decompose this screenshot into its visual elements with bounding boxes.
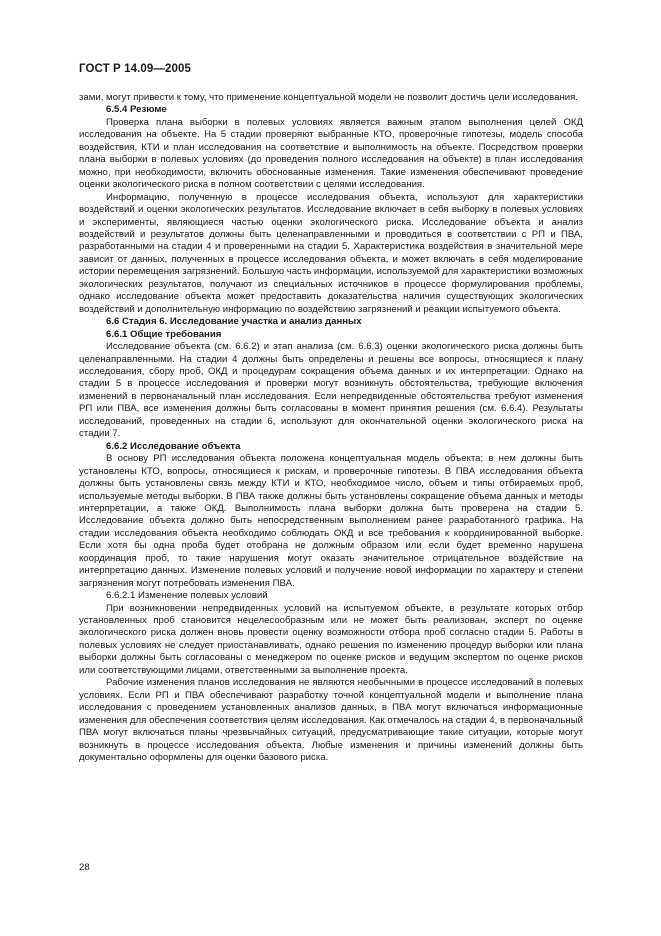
heading-6-5-4: 6.5.4 Резюме [106, 104, 167, 116]
paragraph: Информацию, полученную в процессе исследования объекта, используют для характеристики воздействий и оценки экологических результатов. Исследование включает в себя выборку в полевых условиях и эксперименты, являющиеся частью оценки экологического риска. Исследование объекта и анализ воздействий и результатов должны быть целенаправленными и проводиться в соответствии с РП и ПВА, разработанными на стадии 4 и проверенными на стадии 5. Характеристика воздействия в значительной мере зависит от данных, полученных в процессе исследования объекта, и может включать в себя моделирование истории перемещения загрязнений. Большую часть информации, используемой для характеристики возможных экологических результатов, получают из специальных источников в процессе формулирования проблемы, однако исследование объекта может предоставить доказательства наличия существующих экологических воздействий и дополнительную информацию по воздействию загрязнений и реакции испытуемого объекта. [79, 191, 583, 315]
paragraph-continuation: зами, могут привести к тому, что применение концептуальной модели не позволит достичь цели исследования. [79, 92, 578, 103]
heading-6-6: 6.6 Стадия 6. Исследование участка и анализ данных [106, 316, 362, 328]
page-number: 28 [79, 862, 90, 873]
paragraph: Исследование объекта (см. 6.6.2) и этап анализа (см. 6.6.3) оценки экологического риска должны быть целенаправленными. На стадии 4 должны быть определены и решены все вопросы, относящиеся к плану исследования, сбору проб, ОКД и процедурам сокращения объема данных и их интерпретации. Однако на стадии 5 в процессе исследования и проверки могут возникнуть обстоятельства, требующие включения изменений в первоначальный план исследования. Если непредвиденные обстоятельства требуют изменения РП или ПВА, все изменения должны быть согласованы в момент принятия решения (см. 6.6.4). Результаты исследований, проведенных на стадии 6, используют для окончательной оценки экологического риска на стадии 7. [79, 341, 583, 440]
heading-6-6-1: 6.6.1 Общие требования [106, 328, 222, 340]
heading-6-6-2: 6.6.2 Исследование объекта [106, 440, 241, 452]
paragraph: При возникновении непредвиденных условий на испытуемом объекте, в результате которых отбор установленных проб становится нецелесообразным или не может быть реализован, эксперт по оценке экологического риска должен вновь провести оценку возможности отбора проб согласно стадии 5. Работы в полевых условиях не следует приостанавливать, однако решения по изменению процедур выборки или плана выборки должны быть согласованы с менеджером по оценке рисков и ведущим экспертом по оценке рисков или соответствующими лицами, ответственными за выполнение проекта. [79, 602, 583, 676]
document-header: ГОСТ Р 14.09—2005 [79, 63, 191, 75]
paragraph: Проверка плана выборки в полевых условиях является важным этапом выполнения целей ОКД исследования на объекте. На 5 стадии проверяют выбранные КТО, проверочные гипотезы, модель способа воздействия, КТИ и план исследования на соответствие и выполнимость на объекте. Посредством проверки плана выборки в полевых условиях (до проведения полного исследования на объекте) в план исследования можно, при необходимости, включить обоснованные изменения. Такие изменения обеспечивают проведение оценки экологического риска в полном соответствии с целями исследования. [79, 116, 583, 191]
paragraph: В основу РП исследования объекта положена концептуальная модель объекта; в нем должны быть установлены КТО, вопросы, относящиеся к рискам, и проверочные гипотезы. В ПВА исследования объекта должны быть установлены связь между КТИ и КТО, необходимое число, объем и типы отбираемых проб, используемые методы выборки. В ПВА также должны быть установлены сокращение объема данных и методы интерпретации, а также ОКД. Выполнимость плана выборки должна быть проверена на стадии 5. Исследование объекта должно быть непосредственным выполнением ранее разработанного графика. На стадии исследования объекта необходимо соблюдать ОКД и все требования к координированной выборке. Если хотя бы одна проба будет отобрана не должным образом или если будет временно нарушена координация проб, то такие нарушения могут оказать значительное отрицательное воздействие на интерпретацию данных. Изменение полевых условий и получение новой информации по характеру и степени загрязнения могут потребовать изменения ПВА. [79, 453, 583, 589]
paragraph: Рабочие изменения планов исследования не являются необычными в процессе исследований в полевых условиях. Если РП и ПВА обеспечивают разработку точной концептуальной модели и выполнение плана исследования с проведением установленных анализов данных, в ПВА могут включаться информационные изменения для обеспечения соответствия целям исследования. Как отмечалось на стадии 4, в первоначальный ПВА могут включаться планы чрезвычайных ситуаций, предусматривающие такие ситуации, которые могут возникнуть в процессе исследования объекта. Любые изменения и причины изменений должны быть документально оформлены для оценки базового риска. [79, 677, 583, 764]
heading-6-6-2-1: 6.6.2.1 Изменение полевых условий [106, 590, 268, 602]
document-body [79, 92, 583, 764]
